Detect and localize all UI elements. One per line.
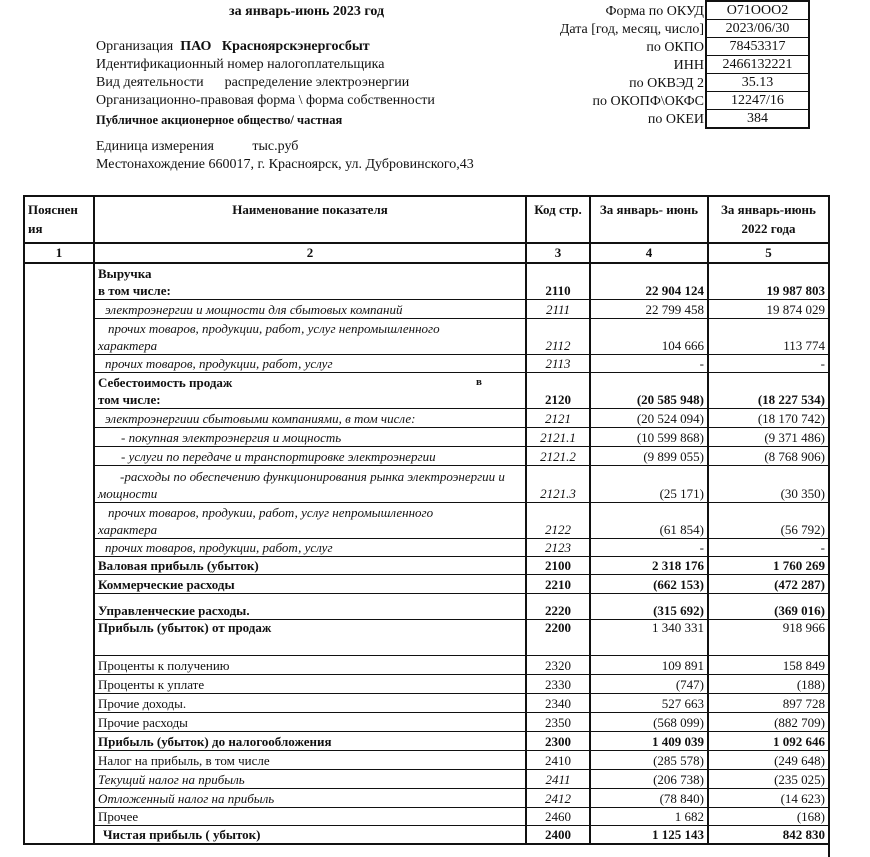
table-row bbox=[24, 693, 829, 712]
row-previous-value: - bbox=[708, 354, 829, 372]
row-name: Прибыль (убыток) до налогообложения bbox=[94, 731, 526, 750]
code-label-inn: ИНН bbox=[673, 58, 704, 73]
table-row bbox=[24, 427, 829, 446]
unit-value: тыс.руб bbox=[252, 139, 299, 154]
activity-line bbox=[96, 74, 409, 92]
row-name: прочих товаров, продукции, работ, услуг непромышленного характера bbox=[94, 318, 526, 354]
row-code: 2400 bbox=[526, 825, 590, 844]
row-current-value: (20 524 094) bbox=[590, 408, 708, 427]
notes-cell bbox=[24, 263, 94, 844]
row-previous-value: 158 849 bbox=[708, 655, 829, 674]
activity-label: Вид деятельности bbox=[96, 75, 204, 90]
column-number: 2 bbox=[94, 243, 526, 263]
row-previous-value: (882 709) bbox=[708, 712, 829, 731]
row-current-value: (206 738) bbox=[590, 769, 708, 788]
legal-form-label: Организационно-правовая форма \ форма собственности bbox=[96, 93, 435, 108]
row-current-value: (9 899 055) bbox=[590, 446, 708, 465]
row-current-value: 104 666 bbox=[590, 318, 708, 354]
code-value-okud: O71OOO2 bbox=[707, 0, 808, 19]
table-row bbox=[24, 408, 829, 427]
table-row bbox=[24, 825, 829, 844]
codes-box bbox=[705, 0, 810, 129]
row-previous-value: (18 170 742) bbox=[708, 408, 829, 427]
row-name: Проценты к уплате bbox=[94, 674, 526, 693]
column-number: 3 bbox=[526, 243, 590, 263]
row-current-value: 22 904 124 bbox=[590, 263, 708, 299]
row-current-value: - bbox=[590, 538, 708, 556]
row-previous-value: (30 350) bbox=[708, 465, 829, 502]
table-row bbox=[24, 712, 829, 731]
row-current-value: (78 840) bbox=[590, 788, 708, 807]
row-code: 2121 bbox=[526, 408, 590, 427]
row-previous-value: (472 287) bbox=[708, 574, 829, 593]
row-name: Себестоимость продаж в том числе: bbox=[94, 372, 526, 408]
row-current-value: 2 318 176 bbox=[590, 556, 708, 574]
organization-label: Организация bbox=[96, 39, 174, 54]
row-previous-value: - bbox=[708, 538, 829, 556]
row-previous-value: 19 987 803 bbox=[708, 263, 829, 299]
row-code: 2460 bbox=[526, 807, 590, 825]
row-name: Текущий налог на прибыль bbox=[94, 769, 526, 788]
row-code: 2330 bbox=[526, 674, 590, 693]
row-name: прочих товаров, продукции, работ, услуг bbox=[94, 538, 526, 556]
row-name: - услуги по передаче и транспортировке электроэнергии bbox=[94, 446, 526, 465]
row-current-value: (285 578) bbox=[590, 750, 708, 769]
code-label-okpo: по ОКПО bbox=[646, 40, 704, 55]
row-previous-value: 897 728 bbox=[708, 693, 829, 712]
row-name: Отложенный налог на прибыль bbox=[94, 788, 526, 807]
row-previous-value: (188) bbox=[708, 674, 829, 693]
table-row bbox=[24, 372, 829, 408]
row-current-value: (568 099) bbox=[590, 712, 708, 731]
row-current-value: 22 799 458 bbox=[590, 299, 708, 318]
table-row bbox=[24, 750, 829, 769]
row-name: Налог на прибыль, в том числе bbox=[94, 750, 526, 769]
row-code: 2121.1 bbox=[526, 427, 590, 446]
row-current-value: (662 153) bbox=[590, 574, 708, 593]
header-notes: Пояснен ия bbox=[24, 196, 94, 243]
row-name: Проценты к получению bbox=[94, 655, 526, 674]
row-code: 2113 bbox=[526, 354, 590, 372]
codes-labels bbox=[520, 3, 704, 129]
table-row bbox=[24, 263, 829, 299]
row-previous-value: (18 227 534) bbox=[708, 372, 829, 408]
row-current-value: 109 891 bbox=[590, 655, 708, 674]
header-previous-period: За январь-июнь 2022 года bbox=[708, 196, 829, 243]
table-row bbox=[24, 574, 829, 593]
table-row bbox=[24, 731, 829, 750]
report-period-title: за январь-июнь 2023 год bbox=[229, 4, 385, 19]
row-name: - покупная электроэнергия и мощность bbox=[94, 427, 526, 446]
row-code: 2112 bbox=[526, 318, 590, 354]
row-current-value: (315 692) bbox=[590, 593, 708, 619]
code-label-okved: по ОКВЭД 2 bbox=[629, 76, 704, 91]
unit-label: Единица измерения bbox=[96, 139, 214, 154]
code-value-date: 2023/06/30 bbox=[707, 19, 808, 37]
table-header-row bbox=[24, 196, 829, 243]
row-previous-value: 1 760 269 bbox=[708, 556, 829, 574]
row-code: 2220 bbox=[526, 593, 590, 619]
row-current-value: 1 682 bbox=[590, 807, 708, 825]
row-current-value: (25 171) bbox=[590, 465, 708, 502]
row-code: 2123 bbox=[526, 538, 590, 556]
row-name: Прочее bbox=[94, 807, 526, 825]
table-row bbox=[24, 354, 829, 372]
row-previous-value: (249 648) bbox=[708, 750, 829, 769]
row-current-value: (20 585 948) bbox=[590, 372, 708, 408]
code-value-okei: 384 bbox=[707, 109, 808, 127]
legal-form-value: Публичное акционерное общество/ частная bbox=[96, 113, 343, 127]
column-number: 4 bbox=[590, 243, 708, 263]
header-line-code: Код стр. bbox=[526, 196, 590, 243]
row-current-value: 1 125 143 bbox=[590, 825, 708, 844]
location-label: Местонахождение bbox=[96, 157, 206, 172]
row-code: 2200 bbox=[526, 619, 590, 655]
row-previous-value: (235 025) bbox=[708, 769, 829, 788]
table-continuation-border bbox=[23, 845, 830, 857]
row-name: прочих товаров, продукии, работ, услуг непромышленного характера bbox=[94, 502, 526, 538]
code-value-okved: 35.13 bbox=[707, 73, 808, 91]
table-row bbox=[24, 769, 829, 788]
header-current-period: За январь- июнь bbox=[590, 196, 708, 243]
code-label-okopf: по ОКОПФ\ОКФС bbox=[592, 94, 704, 109]
row-code: 2210 bbox=[526, 574, 590, 593]
row-code: 2122 bbox=[526, 502, 590, 538]
row-code: 2100 bbox=[526, 556, 590, 574]
row-name: Валовая прибыль (убыток) bbox=[94, 556, 526, 574]
financial-results-table bbox=[23, 195, 830, 845]
table-row bbox=[24, 807, 829, 825]
row-name: электроэнергии и мощности для сбытовых компаний bbox=[94, 299, 526, 318]
table-row bbox=[24, 593, 829, 619]
row-previous-value: 918 966 bbox=[708, 619, 829, 655]
row-previous-value: (56 792) bbox=[708, 502, 829, 538]
location-line bbox=[96, 156, 474, 174]
row-current-value: 1 409 039 bbox=[590, 731, 708, 750]
row-current-value: 1 340 331 bbox=[590, 619, 708, 655]
code-value-inn: 2466132221 bbox=[707, 55, 808, 73]
row-name: -расходы по обеспечению функционирования рынка электроэнергии и мощности bbox=[94, 465, 526, 502]
row-code: 2350 bbox=[526, 712, 590, 731]
unit-line bbox=[96, 138, 298, 156]
row-previous-value: 842 830 bbox=[708, 825, 829, 844]
row-code: 2300 bbox=[526, 731, 590, 750]
row-code: 2410 bbox=[526, 750, 590, 769]
row-code: 2320 bbox=[526, 655, 590, 674]
code-value-okopf: 12247/16 bbox=[707, 91, 808, 109]
row-name: прочих товаров, продукции, работ, услуг bbox=[94, 354, 526, 372]
row-previous-value: (8 768 906) bbox=[708, 446, 829, 465]
row-name: Коммерческие расходы bbox=[94, 574, 526, 593]
table-row bbox=[24, 465, 829, 502]
column-number: 5 bbox=[708, 243, 829, 263]
table-row bbox=[24, 674, 829, 693]
row-previous-value: (168) bbox=[708, 807, 829, 825]
column-numbers-row bbox=[24, 243, 829, 263]
table-row bbox=[24, 446, 829, 465]
row-name: электроэнергиии сбытовыми компаниями, в том числе: bbox=[94, 408, 526, 427]
row-previous-value: 1 092 646 bbox=[708, 731, 829, 750]
row-current-value: (10 599 868) bbox=[590, 427, 708, 446]
taxpayer-id-label: Идентификационный номер налогоплательщика bbox=[96, 57, 385, 72]
activity-value: распределение электроэнергии bbox=[224, 75, 410, 90]
location-value: 660017, г. Красноярск, ул. Дубровинского,43 bbox=[208, 157, 474, 172]
code-label-okei: по ОКЕИ bbox=[647, 112, 704, 127]
row-current-value: 527 663 bbox=[590, 693, 708, 712]
row-name: Прочие доходы. bbox=[94, 693, 526, 712]
row-code: 2411 bbox=[526, 769, 590, 788]
table-row bbox=[24, 655, 829, 674]
code-value-okpo: 78453317 bbox=[707, 37, 808, 55]
table-row bbox=[24, 619, 829, 655]
row-code: 2110 bbox=[526, 263, 590, 299]
code-label-date: Дата [год, месяц, число] bbox=[559, 22, 704, 37]
row-name: Прочие расходы bbox=[94, 712, 526, 731]
row-previous-value: (369 016) bbox=[708, 593, 829, 619]
row-code: 2111 bbox=[526, 299, 590, 318]
row-code: 2340 bbox=[526, 693, 590, 712]
row-current-value: (61 854) bbox=[590, 502, 708, 538]
row-previous-value: (14 623) bbox=[708, 788, 829, 807]
row-name: Чистая прибыль ( убыток) bbox=[94, 825, 526, 844]
row-current-value: - bbox=[590, 354, 708, 372]
row-name: Выручка в том числе: bbox=[94, 263, 526, 299]
row-name: Прибыль (убыток) от продаж bbox=[94, 619, 526, 655]
row-name: Управленческие расходы. bbox=[94, 593, 526, 619]
organization-line bbox=[96, 38, 370, 56]
table-row bbox=[24, 556, 829, 574]
row-previous-value: 113 774 bbox=[708, 318, 829, 354]
header-indicator-name: Наименование показателя bbox=[94, 196, 526, 243]
table-row bbox=[24, 318, 829, 354]
row-code: 2412 bbox=[526, 788, 590, 807]
row-previous-value: 19 874 029 bbox=[708, 299, 829, 318]
row-code: 2121.3 bbox=[526, 465, 590, 502]
row-previous-value: (9 371 486) bbox=[708, 427, 829, 446]
table-row bbox=[24, 299, 829, 318]
row-code: 2120 bbox=[526, 372, 590, 408]
table-row bbox=[24, 502, 829, 538]
row-current-value: (747) bbox=[590, 674, 708, 693]
organization-name: ПАО Красноярскэнергосбыт bbox=[180, 39, 370, 54]
row-code: 2121.2 bbox=[526, 446, 590, 465]
table-row bbox=[24, 538, 829, 556]
column-number: 1 bbox=[24, 243, 94, 263]
code-label-okud: Форма по ОКУД bbox=[605, 4, 704, 19]
table-row bbox=[24, 788, 829, 807]
